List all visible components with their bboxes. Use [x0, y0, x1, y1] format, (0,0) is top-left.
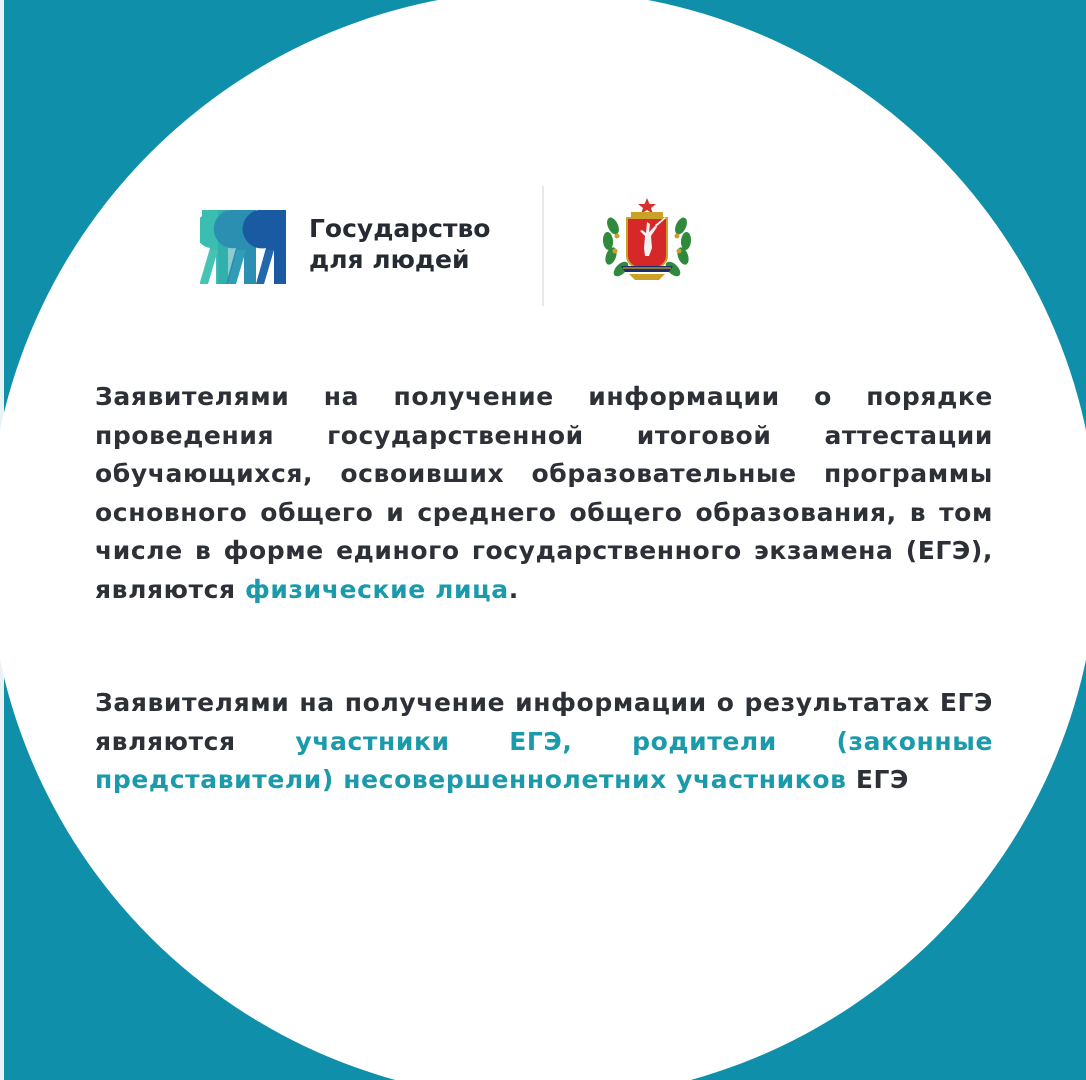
logo-line-1: Государство: [309, 214, 491, 243]
paragraph-1-text: Заявителями на получение информации о порядке проведения государственной итоговой аттестации обучающихся, освоивших образовательные программы основного общего и среднего общего образования, в том числе в форме единого государственного экзамена (ЕГЭ), являются: [95, 382, 993, 604]
logo-text: [309, 213, 490, 275]
header-divider: [542, 186, 544, 306]
paragraph-applicants-results: [95, 684, 993, 800]
paragraph-2-text: Заявителями на получение информации о результатах ЕГЭ являются: [95, 688, 993, 756]
volgograd-coat-of-arms-icon: [601, 196, 693, 288]
gosudarstvo-dlya-lyudey-logo-icon: [200, 210, 286, 284]
paragraph-applicants-gia: [95, 378, 993, 609]
paragraph-2-end: ЕГЭ: [846, 765, 909, 794]
paragraph-1-highlight: физические лица: [245, 574, 509, 604]
paragraph-2-highlight: участники ЕГЭ, родители (законные представители) несовершеннолетних участников: [95, 726, 993, 794]
paragraph-1-end: .: [508, 574, 519, 604]
logo-line-2: для людей: [309, 245, 470, 274]
